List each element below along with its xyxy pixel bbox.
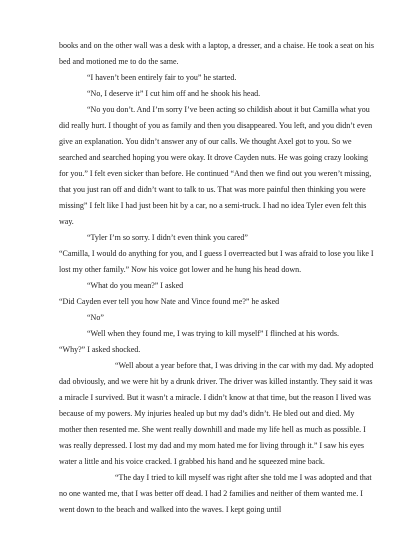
paragraph: “Tyler I’m so sorry. I didn’t even think you cared”: [87, 233, 248, 242]
paragraph: “I haven’t been entirely fair to you” he started.: [87, 73, 237, 82]
paragraph: “Well about a year before that, I was driving in the car with my dad. My adopted dad obviously, and we were hit by a drunk driver. The driver was killed instantly. They said it was a miracle I survived. But it wasn’t a miracle. I didn’t know at that time, but the reason I lived was because of my powers. My injuries healed up but my dad’s didn’t. He bled out and died. My mother then resented me. She went really downhill and made my life hell as much as possible. I was really depressed. I lost my dad and my mom hated me for living through it.” I saw his eyes water a little and his voice cracked. I grabbed his hand and he squeezed mine back.: [59, 361, 374, 466]
paragraph: “Camilla, I would do anything for you, and I guess I overreacted but I was afraid to lose you like I lost my other family.” Now his voice got lower and he hung his head down.: [59, 249, 374, 274]
paragraph: “Why?” I asked shocked.: [59, 345, 141, 354]
paragraph: books and on the other wall was a desk with a laptop, a dresser, and a chaise. He took a seat on his bed and motioned me to do the same.: [59, 41, 374, 66]
paragraph: “The day I tried to kill myself was right after she told me I was adopted and that no one wanted me, that I was better off dead. I had 2 families and neither of them wanted me. I went down to the beach and walked into the waves. I kept going until: [59, 473, 372, 514]
paragraph: “Well when they found me, I was trying to kill myself” I flinched at his words.: [87, 329, 339, 338]
paragraph: “What do you mean?” I asked: [87, 281, 184, 290]
paragraph: “No”: [87, 313, 104, 322]
document-page: [59, 38, 377, 518]
paragraph: “No, I deserve it” I cut him off and he shook his head.: [87, 89, 261, 98]
paragraph: “No you don’t. And I’m sorry I’ve been acting so childish about it but Camilla what you did really hurt. I thought of you as family and then you disappeared. You left, and you didn’t even give an explanation. You didn’t answer any of our calls. We thought Axel got to you. So we searched and searched hoping you were okay. It drove Cayden nuts. He was going crazy looking for you.” I felt even sicker than before. He continued “And then we find out you weren’t missing, that you just ran off and didn’t want to talk to us. That was more painful then thinking you were missing” I felt like I had just been hit by a car, no a semi-truck. I had no idea Tyler even felt this way.: [59, 105, 373, 226]
paragraph: “Did Cayden ever tell you how Nate and Vince found me?” he asked: [59, 297, 280, 306]
